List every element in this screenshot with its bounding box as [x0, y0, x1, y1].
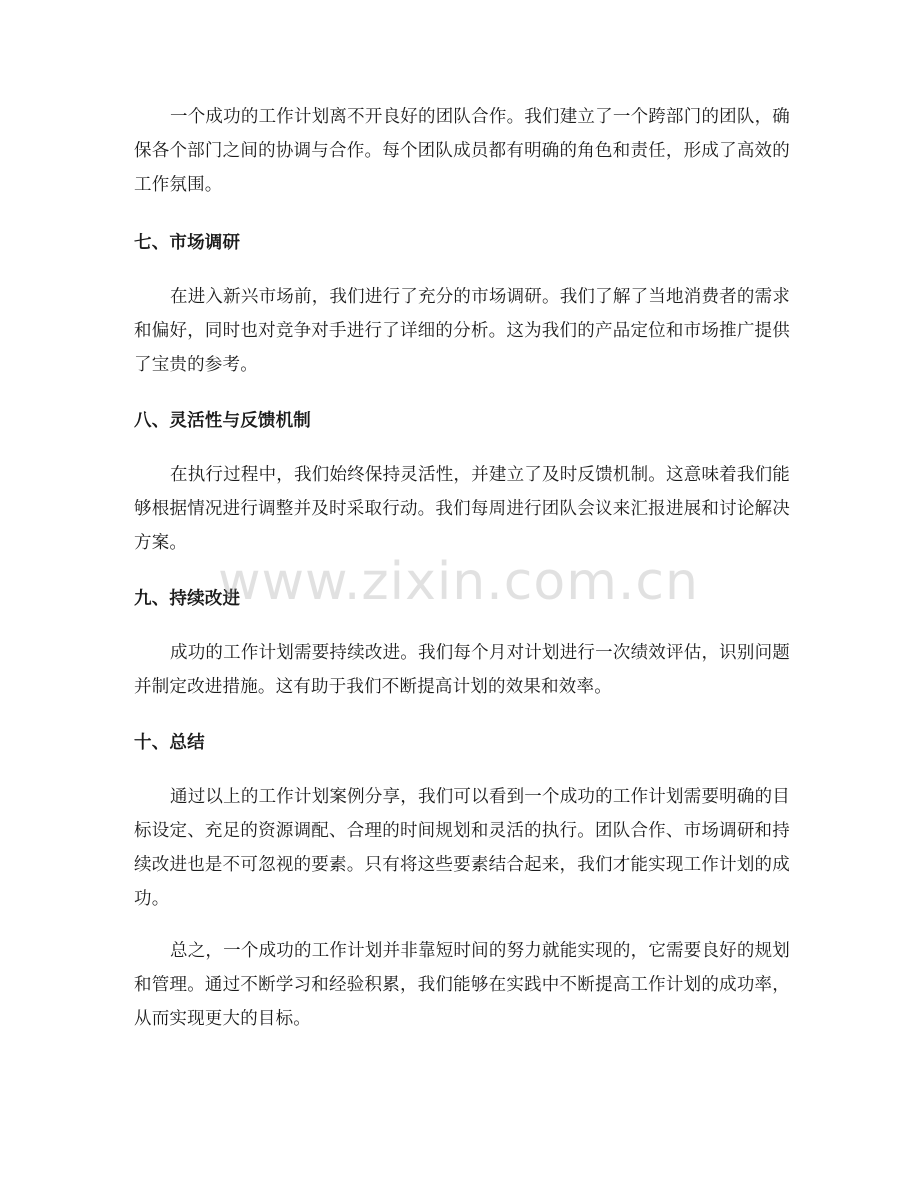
- paragraph-continuous-improvement: 成功的工作计划需要持续改进。我们每个月对计划进行一次绩效评估，识别问题并制定改进措施。这有助于我们不断提高计划的效果和效率。: [134, 643, 790, 697]
- document-body: [134, 100, 790, 1036]
- watermark: www.zixin.com.cn: [218, 552, 699, 612]
- heading-market-research: 七、市场调研: [134, 233, 241, 253]
- paragraph-summary-2: 总之，一个成功的工作计划并非靠短时间的努力就能实现的，它需要良好的规划和管理。通过不断学习和经验积累，我们能够在实践中不断提高工作计划的成功率，从而实现更大的目标。: [134, 941, 790, 1029]
- heading-flexibility-feedback: 八、灵活性与反馈机制: [134, 411, 311, 431]
- paragraph-team-cooperation: 一个成功的工作计划离不开良好的团队合作。我们建立了一个跨部门的团队，确保各个部门之间的协调与合作。每个团队成员都有明确的角色和责任，形成了高效的工作氛围。: [134, 107, 790, 195]
- heading-summary: 十、总结: [134, 733, 205, 753]
- paragraph-market-research: 在进入新兴市场前，我们进行了充分的市场调研。我们了解了当地消费者的需求和偏好，同时也对竞争对手进行了详细的分析。这为我们的产品定位和市场推广提供了宝贵的参考。: [134, 287, 790, 375]
- paragraph-flexibility-feedback: 在执行过程中，我们始终保持灵活性，并建立了及时反馈机制。这意味着我们能够根据情况进行调整并及时采取行动。我们每周进行团队会议来汇报进展和讨论解决方案。: [134, 465, 790, 553]
- heading-continuous-improvement: 九、持续改进: [134, 589, 241, 609]
- paragraph-summary-1: 通过以上的工作计划案例分享，我们可以看到一个成功的工作计划需要明确的目标设定、充足的资源调配、合理的时间规划和灵活的执行。团队合作、市场调研和持续改进也是不可忽视的要素。只有将这些要素结合起来，我们才能实现工作计划的成功。: [134, 787, 790, 909]
